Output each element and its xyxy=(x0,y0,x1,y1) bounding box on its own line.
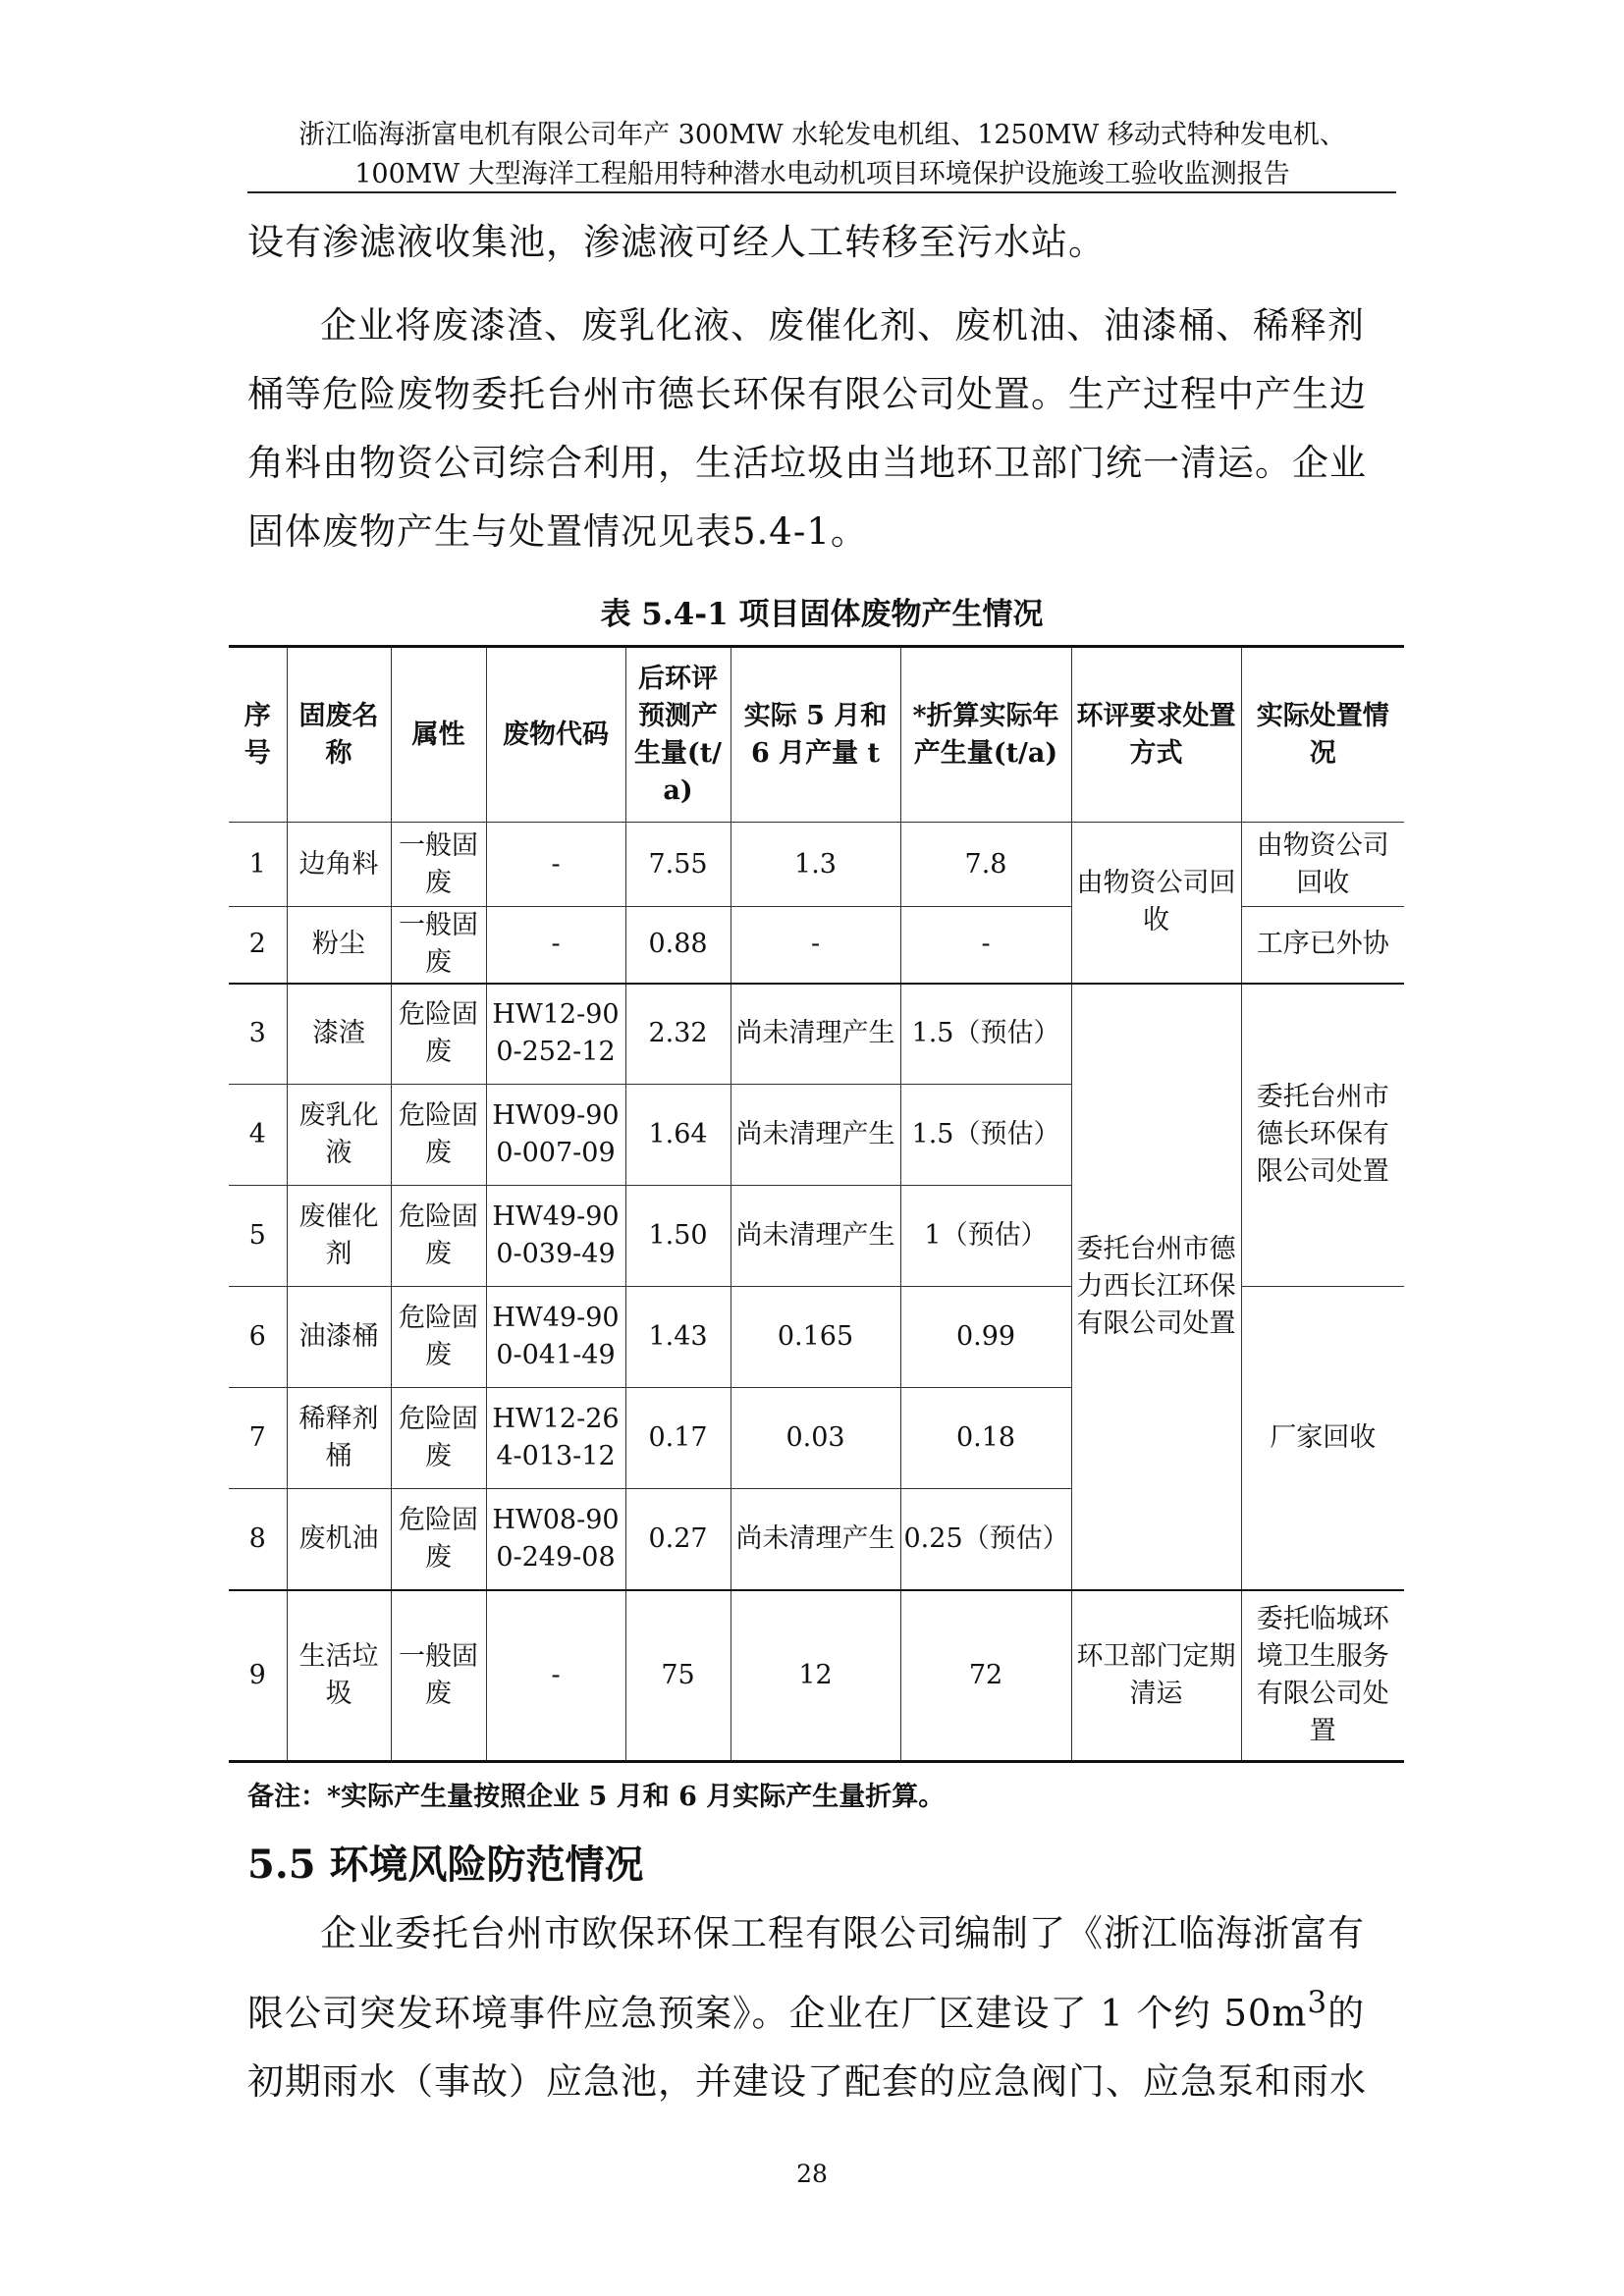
cell-annual: 1.5（预估） xyxy=(900,984,1071,1085)
cell-actual: 尚未清理产生 xyxy=(731,1489,900,1590)
header-line-1: 浙江临海浙富电机有限公司年产 300MW 水轮发电机组、1250MW 移动式特种发电机、 xyxy=(298,120,1346,150)
cell-actual: 1.3 xyxy=(731,823,900,907)
table-header-row xyxy=(229,647,1404,823)
cell-no: 6 xyxy=(229,1287,287,1388)
cell-annual: 0.99 xyxy=(900,1287,1071,1388)
cell-actual: 尚未清理产生 xyxy=(731,1085,900,1186)
paragraph-risk-text-b: 的初期雨水（事故）应急池，并建设了配套的应急阀门、应急泵和雨水 xyxy=(247,1992,1367,2104)
cell-name: 边角料 xyxy=(287,823,391,907)
cell-predicted: 1.50 xyxy=(625,1186,731,1287)
cell-name: 稀释剂桶 xyxy=(287,1388,391,1489)
cell-annual: 7.8 xyxy=(900,823,1071,907)
paragraph-risk-prevention xyxy=(247,1899,1396,2116)
cell-attr: 危险固废 xyxy=(391,1085,486,1186)
cell-name: 漆渣 xyxy=(287,984,391,1085)
cell-code: HW08-900-249-08 xyxy=(486,1489,625,1590)
cell-no: 2 xyxy=(229,907,287,984)
header-annual: *折算实际年产生量(t/a) xyxy=(900,647,1071,823)
cell-attr: 一般固废 xyxy=(391,1590,486,1762)
cell-predicted: 0.27 xyxy=(625,1489,731,1590)
cell-actual: 0.165 xyxy=(731,1287,900,1388)
solid-waste-table xyxy=(229,645,1404,1763)
cell-attr: 一般固废 xyxy=(391,907,486,984)
table-row xyxy=(229,1590,1404,1762)
cell-actual-disposal: 委托临城环境卫生服务有限公司处置 xyxy=(1241,1590,1404,1762)
cell-no: 1 xyxy=(229,823,287,907)
table-note: 备注：*实际产生量按照企业 5 月和 6 月实际产生量折算。 xyxy=(247,1782,946,1812)
cell-required-disposal: 环卫部门定期清运 xyxy=(1071,1590,1241,1762)
cell-annual: 0.25（预估） xyxy=(900,1489,1071,1590)
header-required-disposal: 环评要求处置方式 xyxy=(1071,647,1241,823)
cell-code: - xyxy=(486,907,625,984)
cell-annual: 1（预估） xyxy=(900,1186,1071,1287)
paragraph-hazardous-waste: 企业将废漆渣、废乳化液、废催化剂、废机油、油漆桶、稀释剂桶等危险废物委托台州市德长环保有限公司处置。生产过程中产生边角料由物资公司综合利用，生活垃圾由当地环卫部门统一清运。企业固体废物产生与处置情况见表5.4-1。 xyxy=(247,304,1367,553)
cell-no: 3 xyxy=(229,984,287,1085)
header-actual: 实际 5 月和 6 月产量 t xyxy=(731,647,900,823)
cell-name: 粉尘 xyxy=(287,907,391,984)
cell-actual-disposal: 委托台州市德长环保有限公司处置 xyxy=(1241,984,1404,1287)
cell-predicted: 1.43 xyxy=(625,1287,731,1388)
cell-actual: - xyxy=(731,907,900,984)
cell-code: HW12-900-252-12 xyxy=(486,984,625,1085)
cell-code: HW49-900-039-49 xyxy=(486,1186,625,1287)
page-number: 28 xyxy=(796,2160,828,2188)
table-row xyxy=(229,984,1404,1085)
cell-actual-disposal: 厂家回收 xyxy=(1241,1287,1404,1590)
cell-predicted: 0.88 xyxy=(625,907,731,984)
header-actual-disposal: 实际处置情况 xyxy=(1241,647,1404,823)
paragraph-leachate: 设有渗滤液收集池，渗滤液可经人工转移至污水站。 xyxy=(247,221,1106,263)
cell-name: 废机油 xyxy=(287,1489,391,1590)
header-rule xyxy=(247,191,1396,193)
cell-attr: 一般固废 xyxy=(391,823,486,907)
header-name: 固废名称 xyxy=(287,647,391,823)
cell-no: 8 xyxy=(229,1489,287,1590)
header-line-2: 100MW 大型海洋工程船用特种潜水电动机项目环境保护设施竣工验收监测报告 xyxy=(354,159,1290,189)
header-no: 序号 xyxy=(229,647,287,823)
cell-code: HW09-900-007-09 xyxy=(486,1085,625,1186)
cell-actual: 尚未清理产生 xyxy=(731,984,900,1085)
cell-name: 废催化剂 xyxy=(287,1186,391,1287)
table-caption: 表 5.4-1 项目固体废物产生情况 xyxy=(600,597,1044,632)
cell-no: 4 xyxy=(229,1085,287,1186)
cell-code: - xyxy=(486,823,625,907)
cell-name: 生活垃圾 xyxy=(287,1590,391,1762)
cell-annual: 72 xyxy=(900,1590,1071,1762)
cell-attr: 危险固废 xyxy=(391,984,486,1085)
header-code: 废物代码 xyxy=(486,647,625,823)
cell-predicted: 0.17 xyxy=(625,1388,731,1489)
cell-annual: - xyxy=(900,907,1071,984)
header-predicted: 后环评预测产生量(t/a) xyxy=(625,647,731,823)
cell-actual-disposal: 由物资公司回收 xyxy=(1241,823,1404,907)
cell-attr: 危险固废 xyxy=(391,1186,486,1287)
cell-annual: 0.18 xyxy=(900,1388,1071,1489)
table-row xyxy=(229,823,1404,907)
cell-predicted: 2.32 xyxy=(625,984,731,1085)
cell-required-disposal: 委托台州市德力西长江环保有限公司处置 xyxy=(1071,984,1241,1590)
cell-attr: 危险固废 xyxy=(391,1287,486,1388)
cell-actual-disposal: 工序已外协 xyxy=(1241,907,1404,984)
page-header xyxy=(250,116,1394,194)
cell-code: HW49-900-041-49 xyxy=(486,1287,625,1388)
cell-predicted: 7.55 xyxy=(625,823,731,907)
cell-annual: 1.5（预估） xyxy=(900,1085,1071,1186)
cell-no: 7 xyxy=(229,1388,287,1489)
cell-name: 废乳化液 xyxy=(287,1085,391,1186)
cell-required-disposal: 由物资公司回收 xyxy=(1071,823,1241,984)
cell-name: 油漆桶 xyxy=(287,1287,391,1388)
header-attr: 属性 xyxy=(391,647,486,823)
cell-actual: 尚未清理产生 xyxy=(731,1186,900,1287)
cell-predicted: 1.64 xyxy=(625,1085,731,1186)
section-title: 5.5 环境风险防范情况 xyxy=(247,1842,644,1888)
cell-code: HW12-264-013-12 xyxy=(486,1388,625,1489)
paragraph-risk-text-a: 企业委托台州市欧保环保工程有限公司编制了《浙江临海浙富有限公司突发环境事件应急预案》。企业在厂区建设了 1 个约 50m xyxy=(247,1912,1365,2035)
cell-code: - xyxy=(486,1590,625,1762)
superscript-cubed: 3 xyxy=(1307,1985,1328,2020)
cell-no: 9 xyxy=(229,1590,287,1762)
cell-no: 5 xyxy=(229,1186,287,1287)
cell-actual: 12 xyxy=(731,1590,900,1762)
cell-predicted: 75 xyxy=(625,1590,731,1762)
cell-attr: 危险固废 xyxy=(391,1388,486,1489)
cell-attr: 危险固废 xyxy=(391,1489,486,1590)
cell-actual: 0.03 xyxy=(731,1388,900,1489)
